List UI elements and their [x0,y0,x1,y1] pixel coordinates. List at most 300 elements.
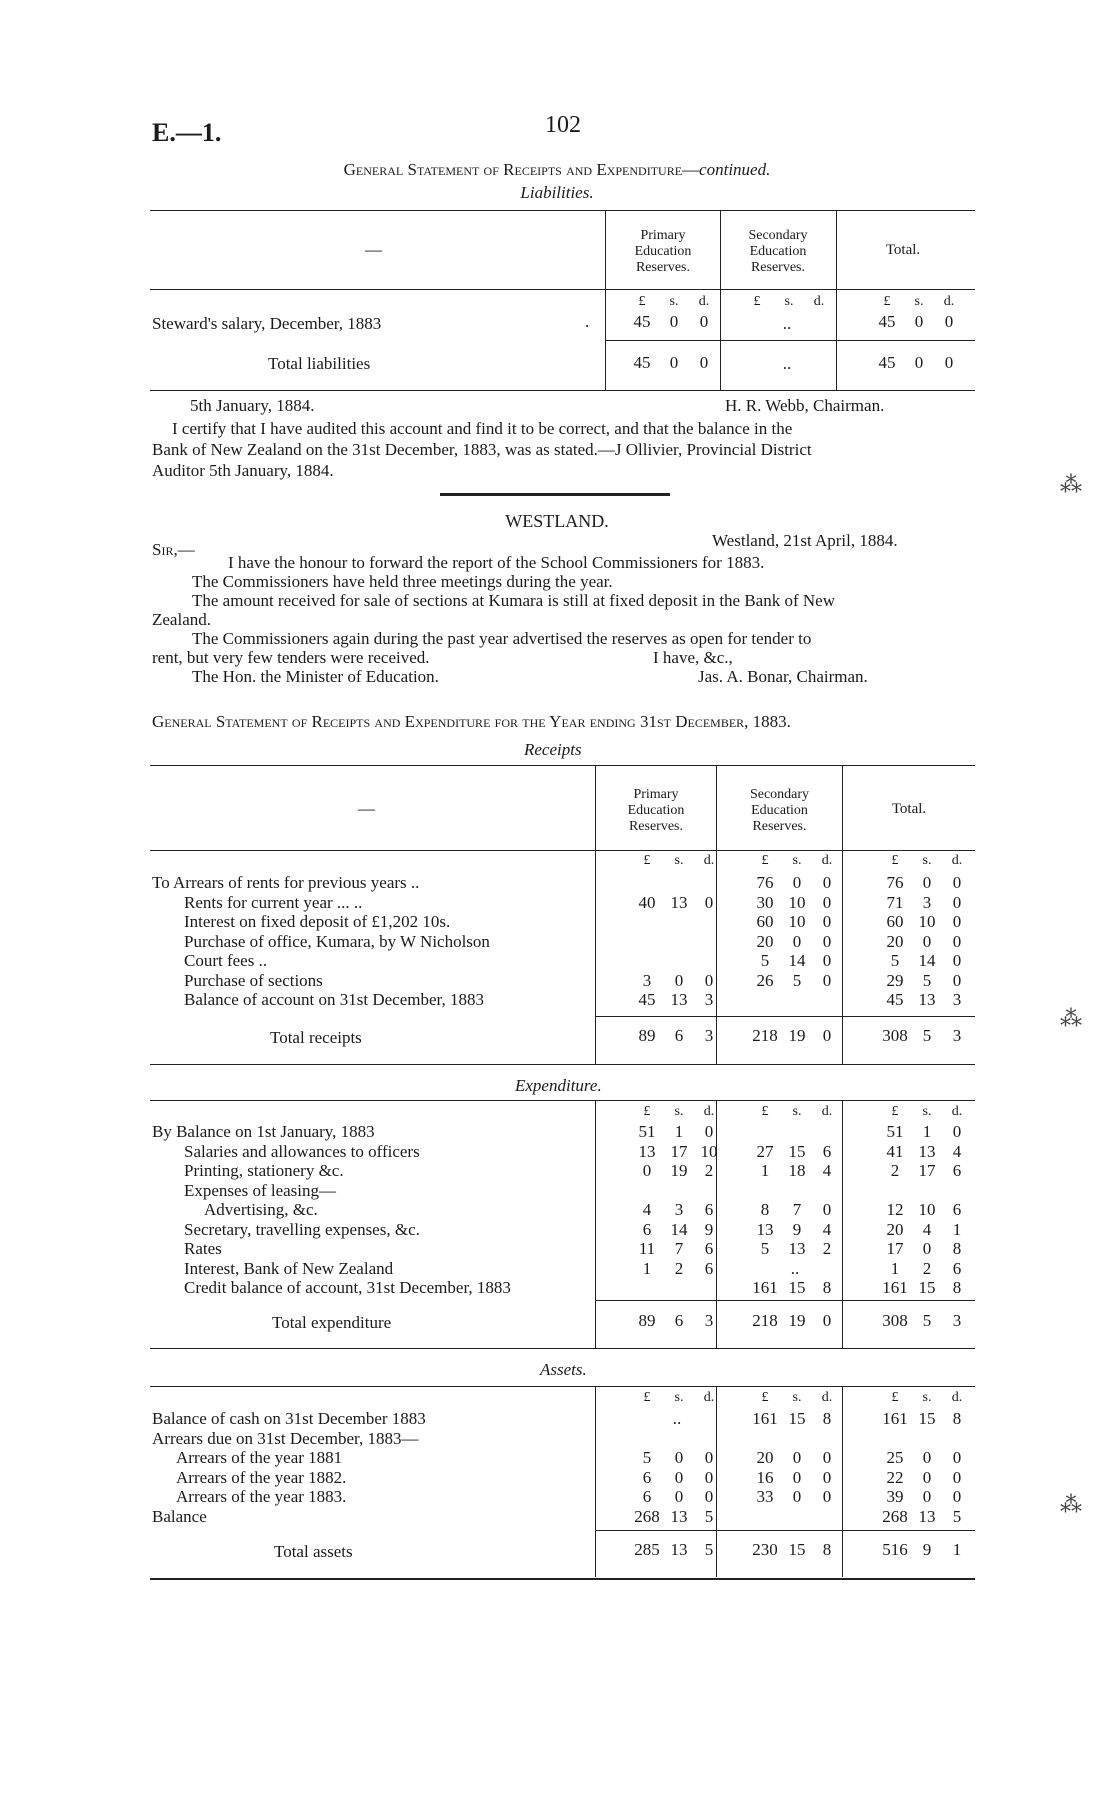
units-total [878,853,972,869]
expenditure-secondary-value [748,1278,842,1298]
pence: 0 [822,951,832,970]
pence: 5 [704,1506,714,1526]
shillings: 0 [674,1487,684,1506]
pounds: 25 [886,1448,904,1467]
receipts-row-label: Balance of account on 31st December, 1883 [184,990,485,1009]
pence: 0 [822,1448,832,1467]
letter-line: The Commissioners have held three meetings during the year. [192,572,613,591]
pence: 6 [704,1200,714,1219]
shillings: 5 [792,970,802,990]
unit: d. [703,1104,715,1119]
pounds: 1 [760,1161,770,1180]
pounds: 76 [756,873,774,892]
pounds: 516 [882,1540,908,1559]
total-expenditure-label: Total expenditure [272,1313,392,1332]
pounds: 20 [886,931,904,951]
col-header-line: Education [751,803,808,818]
pounds: 45 [633,353,651,372]
unit: d. [703,853,715,868]
expenditure-primary-value [630,1161,724,1181]
unit: £ [891,853,899,868]
units-primary [630,1104,724,1120]
pence: 3 [952,1311,962,1330]
expenditure-row-label: Rates [184,1239,222,1258]
expenditure-primary-value [630,1200,724,1220]
rule [150,289,975,290]
shillings: 13 [670,990,688,1009]
receipts-row-label: Purchase of sections [184,970,323,990]
expenditure-row-label: Credit balance of account, 31st December, 1883 [184,1278,511,1297]
pounds: 11 [638,1239,656,1258]
place-date: Westland, 21st April, 1884. [712,531,898,550]
pounds: 218 [752,1026,778,1045]
shillings: 15 [788,1409,806,1428]
pence: 8 [822,1540,832,1559]
col-primary-header [607,228,719,276]
assets-total-value [878,1487,972,1507]
col-header-line: Education [634,244,692,259]
col-header-line: Primary [633,787,679,802]
expenditure-row-label: Printing, stationery &c. [184,1161,344,1180]
shillings: 14 [670,1219,688,1239]
pence: 0 [822,892,832,912]
pence: 0 [699,312,709,331]
shillings: 0 [922,873,932,892]
shillings: 6 [674,1311,684,1330]
shillings: 15 [788,1141,806,1161]
col-total-header: Total. [885,242,921,258]
unit: d. [821,1390,833,1405]
shillings: 0 [792,931,802,951]
rule [150,1064,975,1065]
expenditure-total-value [878,1259,972,1279]
unit: s. [922,1390,932,1405]
pence: 8 [822,1409,832,1428]
audit-line: Bank of New Zealand on the 31st December, 1883, was as stated.—J Ollivier, Provincial District [152,440,812,459]
pence: 0 [944,353,954,372]
pence: 0 [822,873,832,892]
rule [150,1578,975,1580]
series-code: E.—1. [152,118,222,147]
receipts-secondary-value [748,912,842,932]
unit: £ [753,294,761,309]
pounds: 0 [642,1161,652,1180]
unit: £ [643,853,651,868]
pence: 0 [952,1122,962,1141]
rule [605,340,975,341]
total-assets-primary [630,1540,724,1560]
expenditure-total-value [878,1278,972,1298]
expenditure-row-label: Secretary, travelling expenses, &c. [184,1219,420,1239]
assets-primary-value: .. [672,1409,682,1428]
pence: 4 [822,1219,832,1239]
pounds: 39 [886,1487,904,1506]
expenditure-row-label: Expenses of leasing— [184,1180,337,1200]
col-header-line: Secondary [748,228,808,243]
pounds: 1 [890,1258,900,1278]
pounds: 5 [760,1239,770,1258]
receipts-row-label: Interest on fixed deposit of £1,202 10s. [184,912,451,931]
unit: d. [821,853,833,868]
pence: 0 [822,970,832,990]
pence: 0 [952,1448,962,1467]
pounds: 5 [890,951,900,970]
assets-row-label: Balance of cash on 31st December 1883 [152,1409,426,1428]
units-total [870,294,964,310]
pounds: 71 [886,892,904,912]
pounds: 1 [642,1258,652,1278]
total-liabilities-label: Total liabilities [268,354,371,373]
pence: 0 [952,873,962,892]
assets-total-value [878,1468,972,1488]
unit: d. [951,853,963,868]
pence: 0 [822,1026,832,1045]
shillings: 13 [788,1239,806,1258]
letter-line: I have the honour to forward the report of the School Commissioners for 1883. [228,553,765,572]
pence: 10 [700,1141,718,1161]
shillings: 3 [922,892,932,912]
pence: 0 [822,912,832,931]
unit: £ [643,1390,651,1405]
shillings: 15 [918,1278,936,1297]
unit: d. [951,1104,963,1119]
pence: 6 [952,1161,962,1180]
pounds: 8 [760,1200,770,1219]
shillings: 0 [792,1448,802,1467]
shillings: 13 [918,1506,936,1526]
pence: 0 [704,1122,714,1141]
pounds: 4 [642,1200,652,1219]
rule [150,210,975,211]
letter-line: Zealand. [152,610,211,629]
pounds: 268 [634,1506,660,1526]
unit: £ [883,294,891,309]
assets-secondary-value [748,1487,842,1507]
pence: 3 [952,1026,962,1045]
shillings: 14 [918,951,936,970]
pounds: 161 [882,1409,908,1428]
rule [842,766,843,1064]
general-statement-title: General Statement of Receipts and Expenditure for the Year ending 31st December, 1883. [152,712,791,731]
col-header-line: Reserves. [635,260,691,275]
expenditure-secondary-value [748,1161,842,1181]
unit: d. [813,294,825,309]
pounds: 51 [886,1122,904,1141]
receipts-row-label: Purchase of office, Kumara, by W Nicholson [184,931,490,951]
col-dash: — [358,799,375,818]
unit: s. [674,853,684,868]
pence: 0 [952,912,962,931]
units-secondary [748,1390,842,1406]
pounds: 22 [886,1467,904,1487]
receipts-total-value [878,971,972,991]
pounds: 20 [756,1448,774,1467]
assets-secondary-value [748,1468,842,1488]
pounds: 13 [756,1219,774,1239]
liabilities-subtitle: Liabilities. [520,183,594,202]
pence: 0 [952,1467,962,1487]
receipts-total-value [878,932,972,952]
shillings: 0 [792,1467,802,1487]
pence: 0 [704,892,714,912]
salutation: Sir,— [152,540,195,559]
unit: s. [669,294,679,309]
pence: 6 [704,1239,714,1258]
pounds: 308 [882,1311,908,1330]
pounds: 6 [642,1219,652,1239]
pounds: 6 [642,1487,652,1506]
col-header-line: Secondary [749,787,810,802]
expenditure-row-label: Salaries and allowances to officers [184,1141,420,1161]
pounds: 45 [633,312,651,331]
col-dash: — [365,240,382,259]
pounds: 161 [752,1278,778,1297]
pence: 8 [952,1278,962,1297]
margin-mark-icon: ⁂ [1060,1492,1082,1517]
pence: 3 [704,990,714,1009]
rule [595,1387,596,1577]
expenditure-subtitle: Expenditure. [515,1076,602,1095]
margin-mark-icon: ⁂ [1060,1006,1082,1031]
pounds: 16 [756,1467,774,1487]
pounds: 230 [752,1540,778,1559]
pence: 0 [952,951,962,970]
units-secondary [748,1104,842,1120]
assets-row-label: Balance [152,1506,207,1526]
shillings: 13 [670,892,688,912]
shillings: 17 [918,1161,936,1180]
pence: 0 [952,1487,962,1506]
receipts-primary-value [630,893,724,913]
pence: 6 [822,1141,832,1161]
letter-line: rent, but very few tenders were received. [152,648,430,667]
pounds: 161 [752,1409,778,1428]
shillings: 0 [792,873,802,892]
col-primary-header [597,787,715,835]
rule [842,1387,843,1577]
leader-dot: . [585,312,590,331]
receipts-row-label: To Arrears of rents for previous years .. [152,873,420,892]
total-expenditure-primary [630,1311,724,1331]
expenditure-row-label: Advertising, &c. [204,1200,318,1219]
receipts-secondary-value [748,893,842,913]
shillings: 6 [674,1026,684,1045]
receipts-secondary-value [748,873,842,893]
pence: 8 [952,1239,962,1258]
assets-primary-value [630,1487,724,1507]
rule [150,390,975,391]
expenditure-total-value [878,1200,972,1220]
pence: 0 [704,1487,714,1506]
pounds: 89 [638,1311,656,1330]
unit: d. [821,1104,833,1119]
pounds: 26 [756,970,774,990]
liabilities-title [0,160,1114,180]
total-assets-label: Total assets [274,1542,353,1561]
rule [150,1386,975,1387]
pounds: 60 [886,912,904,931]
pence: 0 [822,1487,832,1506]
pounds: 41 [886,1141,904,1161]
pence: 1 [952,1540,962,1559]
pence: 0 [822,1467,832,1487]
unit: £ [761,1104,769,1119]
westland-heading: WESTLAND. [505,511,609,531]
expenditure-primary-value [630,1122,724,1142]
shillings: 0 [669,353,679,372]
shillings: 5 [922,1026,932,1045]
total-assets-secondary [748,1540,842,1560]
pence: 1 [952,1219,962,1239]
expenditure-total-value [878,1161,972,1181]
receipts-primary-value [630,990,724,1010]
pounds: 268 [882,1506,908,1526]
pounds: 40 [638,892,656,912]
shillings: 2 [674,1258,684,1278]
col-header-line: Reserves. [628,819,684,834]
unit: s. [674,1390,684,1405]
receipts-secondary-value [748,971,842,991]
unit: £ [761,853,769,868]
expenditure-primary-value [630,1220,724,1240]
col-header-line: Reserves. [752,819,807,834]
pence: 0 [952,892,962,912]
shillings: 4 [922,1219,932,1239]
shillings: 1 [674,1122,684,1141]
col-header-line: Education [749,244,807,259]
expenditure-total-value [878,1142,972,1162]
pence: 8 [952,1409,962,1428]
assets-row-label: Arrears of the year 1883. [176,1487,347,1506]
pence: 3 [704,1311,714,1330]
shillings: 19 [788,1311,806,1330]
shillings: 0 [914,312,924,331]
pence: 5 [952,1506,962,1526]
unit: d. [703,1390,715,1405]
rule [595,1530,975,1531]
unit: s. [914,294,924,309]
shillings: 17 [670,1141,688,1161]
col-total-header: Total. [891,801,927,817]
pence: 0 [952,931,962,951]
pounds: 89 [638,1026,656,1045]
shillings: 13 [670,1506,688,1526]
pence: 2 [822,1239,832,1258]
pounds: 5 [760,951,770,970]
expenditure-primary-value [630,1239,724,1259]
assets-subtitle: Assets. [540,1360,587,1379]
rule [150,850,975,851]
shillings: 0 [792,1487,802,1506]
receipts-total-value [878,951,972,971]
rule [595,1016,975,1017]
rule [595,1300,975,1301]
pounds: 3 [642,970,652,990]
pounds: 51 [638,1122,656,1141]
rule [716,766,717,1064]
shillings: 15 [788,1540,806,1559]
pounds: 33 [756,1487,774,1506]
pounds: 308 [882,1026,908,1045]
pounds: 29 [886,970,904,990]
units-total [878,1104,972,1120]
shillings: 10 [788,892,806,912]
receipts-total-value [878,893,972,913]
liability-row-label: Steward's salary, December, 1883 [152,314,382,333]
receipts-secondary-value [748,951,842,971]
rule [720,211,721,289]
addressee: The Hon. the Minister of Education. [192,667,439,686]
liability-total [870,312,964,332]
pounds: 218 [752,1311,778,1330]
shillings: 9 [792,1219,802,1239]
units-secondary [748,853,842,869]
expenditure-secondary-value [748,1220,842,1240]
shillings: 5 [922,970,932,990]
section-divider [440,493,670,496]
pence: 0 [704,970,714,990]
pounds: 2 [890,1161,900,1180]
pence: 0 [952,970,962,990]
shillings: 10 [918,912,936,931]
pounds: 45 [878,353,896,372]
shillings: 13 [670,1540,688,1559]
units-primary [630,1390,724,1406]
total-receipts-label: Total receipts [270,1028,362,1047]
unit: £ [891,1390,899,1405]
units-primary [630,853,724,869]
shillings: 0 [922,1487,932,1506]
unit: s. [922,853,932,868]
unit: £ [638,294,646,309]
total-receipts-primary [630,1026,724,1046]
receipts-row-label: Court fees .. [184,951,268,970]
receipts-secondary-value [748,932,842,952]
pence: 4 [822,1161,832,1180]
pounds: 60 [756,912,774,931]
assets-primary-value [630,1448,724,1468]
shillings: 19 [788,1026,806,1045]
audit-line: Auditor 5th January, 1884. [152,461,334,480]
col-secondary-header [722,228,834,276]
pounds: 45 [638,990,656,1009]
pence: 0 [822,1311,832,1330]
shillings: 10 [788,912,806,931]
pence: 3 [952,990,962,1009]
shillings: 7 [674,1239,684,1258]
pence: 0 [822,1200,832,1219]
shillings: 13 [918,990,936,1009]
assets-row-label: Arrears due on 31st December, 1883— [152,1428,419,1448]
pounds: 20 [756,931,774,951]
assets-primary-value [630,1468,724,1488]
shillings: 19 [670,1161,688,1180]
pence: 8 [822,1278,832,1297]
westland-signature: Jas. A. Bonar, Chairman. [698,667,868,686]
pounds: 161 [882,1278,908,1297]
shillings: 0 [674,1467,684,1487]
unit: s. [792,1104,802,1119]
pence: 5 [704,1540,714,1559]
receipts-subtitle: Receipts [524,740,582,759]
unit: s. [674,1104,684,1119]
col-secondary-header [718,787,841,835]
letter-line: The amount received for sale of sections at Kumara is still at fixed deposit in the Bank of New [192,591,835,610]
expenditure-row-label: Interest, Bank of New Zealand [184,1258,394,1278]
pence: 3 [704,1026,714,1045]
shillings: 0 [674,1448,684,1467]
pounds: 12 [886,1200,904,1219]
